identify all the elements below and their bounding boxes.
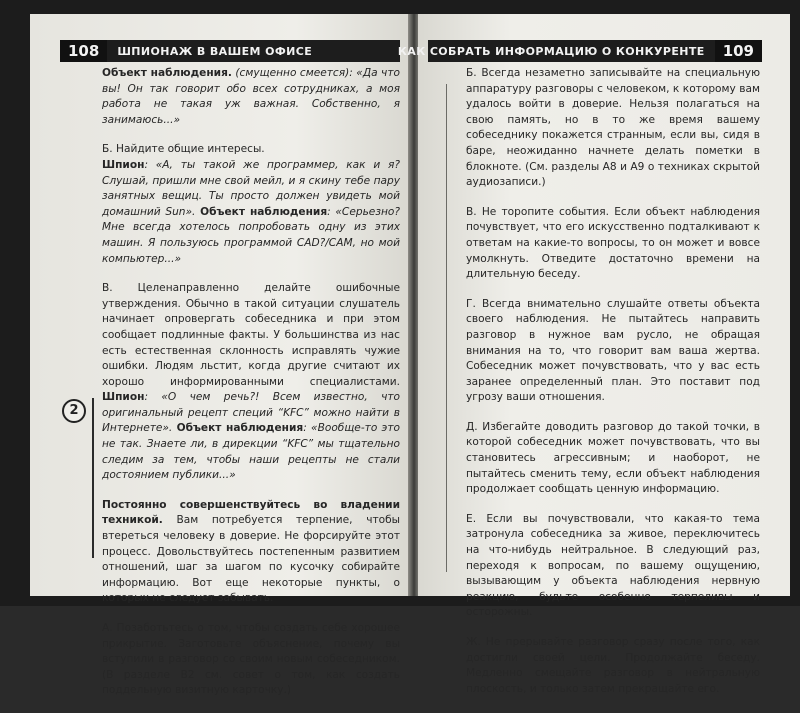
speaker-label: Шпион <box>102 158 145 171</box>
right-page-number: 109 <box>715 40 762 62</box>
stage-direction: (смущенно смеется) <box>235 67 350 79</box>
speech-text: : «Вообще-то это не так. Знаете ли, в дирекции “KFC” мы тщательно следим за тем, чтобы наши рецепты не стали достоянием публики...» <box>102 422 401 482</box>
left-page-body <box>102 66 400 713</box>
paragraph-observation <box>102 66 400 128</box>
speaker-label: Объект наблюдения <box>200 205 328 218</box>
paragraph-avoid-aggression: Д. Избегайте доводить разговор до такой точки, в которой собеседник может почувствовать, что вы становитесь агрессивным; и наоборот, не пытайтесь сменить тему, если объект наблюдения продолжает сообщать ценную информацию. <box>466 420 760 496</box>
paragraph-switch-topic: Е. Если вы почувствовали, что какая-то тема затронула собеседника за живое, переключитесь на что-нибудь нейтральное. В следующий раз, переходя к вопросам, по вашему ощущению, вызывающим у объекта наблюдения нервную реакцию, будьте особенно терпеливы и осторожны. <box>466 512 760 619</box>
speech-text: : «Да что вы! Он так говорит обо всех сотрудниках, а моя работа не такая уж важная. Собственно, я занимаюсь...» <box>102 67 400 126</box>
item-heading: Б. Найдите общие интересы. <box>102 143 265 156</box>
left-page-header <box>60 40 400 62</box>
paragraph-dont-interrupt: Ж. Не прерывайте разговор сразу после того, как достигли своей цели. Продолжайте беседу. Медленно смещайте разговор в нейтральную плоскость, и только затем прекращайте его. <box>466 636 760 695</box>
paragraph-cover-story: А. Позаботьтесь о том, чтобы создать себе хорошее прикрытие. Заготовьте объяснение, почему вы вступили в разговор со своим новым собеседником. (В разделе В2 см. совет о том, как создать поддельную визитную карточку.) <box>102 622 400 697</box>
right-page-header <box>397 40 762 62</box>
speaker-label: Шпион <box>102 391 145 404</box>
speech-text: : «Серьезно? Мне всегда хотелось попробовать одну из этих машин. Я пользуюсь программой CAD?/CAM, но мой компьютер...» <box>102 205 400 265</box>
right-header-title: КАК СОБРАТЬ ИНФОРМАЦИЮ О КОНКУРЕНТЕ <box>397 44 705 58</box>
left-header-title: ШПИОНАЖ В ВАШЕМ ОФИСЕ <box>117 44 313 58</box>
speech-text: : «О чем речь?! Всем известно, что оригинальный рецепт специй “KFC” можно найти в Интернете». <box>102 391 400 435</box>
right-vertical-rule <box>446 84 447 572</box>
left-page-number: 108 <box>60 40 107 62</box>
paragraph-record: Б. Всегда незаметно записывайте на специальную аппаратуру разговоры с человеком, к которому вам удалось войти в доверие. Нельзя полагаться на свою память, но в то же время вашему собеседнику покажется странным, если вы, сидя в баре, неожиданно начнете делать пометки в блокноте. (См. разделы А8 и А9 о техниках скрытой аудиозаписи.) <box>466 67 760 189</box>
section-heading: Постоянно совершенствуйтесь во владении техникой. <box>102 498 400 527</box>
speaker-label: Объект наблюдения. <box>102 67 232 79</box>
paragraph-common-interests <box>102 142 400 267</box>
speech-text: : «А, ты такой же программер, как и я? Слушай, пришли мне свой мейл, и я скину тебе пару занятных вещиц. Ты просто должен увидеть мой домашний Sun». <box>102 158 400 218</box>
left-page <box>30 14 410 697</box>
right-page <box>397 14 790 695</box>
right-page-body <box>466 66 760 711</box>
speaker-label: Объект наблюдения <box>176 422 304 435</box>
section-number-marker: 2 <box>62 399 86 423</box>
paragraph-technique <box>102 498 400 607</box>
item-text: Вам потребуется терпение, чтобы втереться человеку в доверие. Не форсируйте этот процесс. Довольствуйтесь постепенным развитием отношений, шаг за шагом по кусочку собирайте информацию. Вот еще некоторые пункты, о которых не следует забывать. <box>102 514 400 605</box>
paragraph-false-statements <box>102 281 400 484</box>
paragraph-dont-rush: В. Не торопите события. Если объект наблюдения почувствует, что его искусственно подталкивают к ответам на какие-то вопросы, то он может и вовсе умолкнуть. Отведите достаточно времени на длительную беседу. <box>466 205 760 281</box>
section-vertical-rule <box>92 398 94 558</box>
item-text: В. Целенаправленно делайте ошибочные утверждения. Обычно в такой ситуации слушатель начинает опровергать собеседника и при этом сообщает подлинные факты. У большинства из нас есть естественная склонность исправлять чужие ошибки. Людям льстит, когда другие считают их хорошо информированными специалистами. <box>102 282 400 388</box>
paragraph-listen: Г. Всегда внимательно слушайте ответы объекта своего наблюдения. Не пытайтесь направить разговор в нужное вам русло, не обращая внимания на то, что говорит вам ваша жертва. Собеседник может почувствовать, что у вас есть заранее определенный план. Это поставит под угрозу ваши отношения. <box>466 297 760 404</box>
